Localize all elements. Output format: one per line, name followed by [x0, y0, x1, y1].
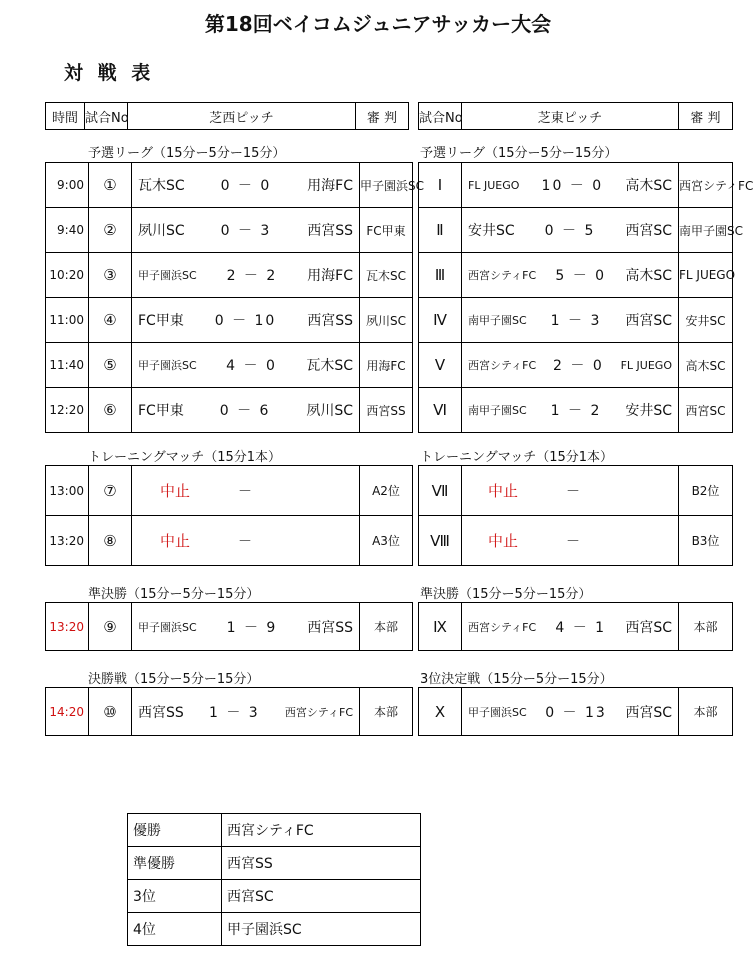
- home-team: 南甲子園SC: [468, 314, 527, 327]
- match-fixture: [132, 175, 359, 195]
- match-time: 9:00: [46, 163, 89, 208]
- match-cell: [462, 388, 679, 433]
- cancelled-status: 中止: [160, 532, 191, 550]
- referee-team: A3位: [360, 516, 413, 566]
- standing-row: [128, 913, 421, 946]
- standing-row: [128, 847, 421, 880]
- match-row: [46, 253, 413, 298]
- cancelled-status: 中止: [488, 532, 519, 550]
- match-cell: [462, 603, 679, 651]
- home-team: FC甲東: [138, 403, 184, 419]
- referee-team: FC甲東: [360, 208, 413, 253]
- referee-team: 本部: [679, 603, 733, 651]
- match-row: [419, 208, 733, 253]
- match-cell: [132, 388, 360, 433]
- referee-team: A2位: [360, 466, 413, 516]
- home-team: 夙川SC: [138, 223, 185, 239]
- match-row: [419, 298, 733, 343]
- page-title: 第18回ベイコムジュニアサッカー大会: [204, 12, 552, 36]
- referee-team: 高木SC: [679, 343, 733, 388]
- header-pitch-east: 芝東ピッチ: [462, 103, 679, 130]
- match-cell: [462, 163, 679, 208]
- score: 1 － 3: [550, 313, 602, 329]
- score: 1 － 2: [550, 403, 602, 419]
- header-referee: 審 判: [356, 103, 409, 130]
- match-number: ⑨: [89, 603, 132, 651]
- score: 0 － 5: [544, 223, 596, 239]
- home-team: 西宮シティFC: [468, 620, 537, 634]
- away-team: 西宮SC: [625, 223, 672, 239]
- match-time: 13:00: [46, 466, 89, 516]
- match-fixture: [462, 400, 678, 420]
- score: 1 － 9: [226, 619, 278, 636]
- header-left: [45, 102, 409, 130]
- standing-rank: 4位: [128, 913, 222, 946]
- semi-table-east: [418, 602, 733, 651]
- match-fixture: [132, 310, 359, 330]
- referee-team: 南甲子園SC: [679, 208, 733, 253]
- match-cell: [132, 208, 360, 253]
- match-row: [46, 208, 413, 253]
- match-number: ⑥: [89, 388, 132, 433]
- match-fixture: [132, 702, 359, 722]
- standing-row: [128, 880, 421, 913]
- home-team: 甲子園浜SC: [138, 359, 197, 372]
- away-team: 西宮SC: [625, 619, 672, 636]
- match-fixture: [132, 265, 359, 285]
- away-team: 夙川SC: [306, 403, 353, 419]
- section-semi-east: 準決勝（15分ー5分ー15分）: [420, 587, 592, 602]
- standing-team: 西宮シティFC: [222, 814, 421, 847]
- match-number: ⑦: [89, 466, 132, 516]
- training-row: [46, 516, 413, 566]
- training-row: [419, 516, 733, 566]
- referee-team: 本部: [679, 688, 733, 736]
- away-team: 瓦木SC: [306, 358, 353, 374]
- away-team: 西宮SS: [307, 619, 354, 636]
- home-team: 甲子園浜SC: [138, 269, 197, 282]
- final-table-west: [45, 687, 413, 736]
- match-time: 12:20: [46, 388, 89, 433]
- away-team: 安井SC: [625, 403, 672, 419]
- match-fixture: [132, 617, 359, 637]
- match-row: [419, 603, 733, 651]
- home-team: 西宮SS: [138, 704, 184, 721]
- dash: －: [238, 483, 253, 500]
- standing-team: 西宮SC: [222, 880, 421, 913]
- score: 2 － 2: [226, 268, 278, 284]
- section-training-east: トレーニングマッチ（15分1本）: [420, 450, 614, 465]
- match-row: [419, 163, 733, 208]
- score: 2 － 0: [553, 358, 604, 374]
- referee-team: 瓦木SC: [360, 253, 413, 298]
- standing-rank: 優勝: [128, 814, 222, 847]
- match-row: [419, 688, 733, 736]
- match-cell: [462, 516, 679, 566]
- away-team: 西宮シティFC: [284, 705, 354, 719]
- match-cell: [132, 688, 360, 736]
- match-number: ①: [89, 163, 132, 208]
- prelim-table-east: [418, 162, 754, 433]
- dash: －: [566, 483, 581, 500]
- training-table-east: [418, 465, 733, 566]
- match-number: Ⅶ: [419, 466, 462, 516]
- referee-team: 本部: [360, 688, 413, 736]
- final-standings-table: [127, 813, 421, 946]
- referee-team: 本部: [360, 603, 413, 651]
- match-row: [46, 603, 413, 651]
- section-prelim-west: 予選リーグ（15分ー5分ー15分）: [88, 146, 286, 161]
- match-fixture: [462, 265, 678, 285]
- home-team: 瓦木SC: [138, 178, 185, 194]
- match-cell: [132, 466, 360, 516]
- away-team: 高木SC: [625, 178, 672, 194]
- match-cell: [462, 466, 679, 516]
- referee-team: 夙川SC: [360, 298, 413, 343]
- match-cell: [462, 298, 679, 343]
- dash: －: [566, 533, 581, 550]
- dash: －: [238, 533, 253, 550]
- match-number: Ⅲ: [419, 253, 462, 298]
- score: 4 － 1: [555, 619, 607, 636]
- away-team: 西宮SC: [625, 313, 672, 329]
- home-team: 西宮シティFC: [468, 359, 537, 372]
- referee-team: B3位: [679, 516, 733, 566]
- match-row: [419, 253, 733, 298]
- cancelled-status: 中止: [488, 482, 519, 500]
- standing-row: [128, 814, 421, 847]
- score: 10 － 0: [541, 178, 604, 194]
- away-team: FL JUEGO: [620, 358, 672, 372]
- referee-team: 用海FC: [360, 343, 413, 388]
- match-row: [46, 343, 413, 388]
- match-fixture: [462, 617, 678, 637]
- match-fixture: [462, 310, 678, 330]
- away-team: 用海FC: [307, 178, 353, 194]
- standing-rank: 準優勝: [128, 847, 222, 880]
- home-team: FC甲東: [138, 313, 184, 329]
- match-cell: [462, 208, 679, 253]
- section-training-west: トレーニングマッチ（15分1本）: [88, 450, 282, 465]
- match-cell: [462, 343, 679, 388]
- header-referee: 審 判: [679, 103, 733, 130]
- match-fixture: [132, 480, 359, 501]
- match-fixture: [132, 220, 359, 240]
- match-cell: [132, 516, 360, 566]
- away-team: 用海FC: [307, 268, 353, 284]
- home-team: 南甲子園SC: [468, 404, 527, 417]
- match-row: [46, 388, 413, 433]
- referee-team: 西宮シティFC: [679, 163, 733, 208]
- match-row: [419, 388, 733, 433]
- score: 0 － 10: [214, 313, 277, 329]
- match-number: ②: [89, 208, 132, 253]
- home-team: 安井SC: [468, 223, 515, 239]
- standing-team: 甲子園浜SC: [222, 913, 421, 946]
- match-cell: [462, 688, 679, 736]
- match-cell: [462, 253, 679, 298]
- header-right: [418, 102, 733, 130]
- referee-team: 西宮SC: [679, 388, 733, 433]
- referee-team: B2位: [679, 466, 733, 516]
- score: 4 － 0: [226, 358, 277, 374]
- away-team: 西宮SC: [625, 704, 672, 721]
- match-fixture: [462, 702, 678, 722]
- match-number: ⑤: [89, 343, 132, 388]
- match-time: 11:40: [46, 343, 89, 388]
- away-team: 高木SC: [625, 268, 672, 284]
- home-team: 西宮シティFC: [468, 269, 537, 282]
- training-table-west: [45, 465, 413, 566]
- match-cell: [132, 163, 360, 208]
- match-time: 13:20: [46, 603, 89, 651]
- page-subtitle: 対 戦 表: [64, 62, 155, 84]
- third-place-table-east: [418, 687, 733, 736]
- match-fixture: [132, 400, 359, 420]
- match-cell: [132, 603, 360, 651]
- semi-table-west: [45, 602, 413, 651]
- match-fixture: [462, 480, 678, 501]
- score: 0 － 3: [220, 223, 272, 239]
- score: 0 － 6: [219, 403, 271, 419]
- score: 0 － 0: [220, 178, 272, 194]
- match-time: 11:00: [46, 298, 89, 343]
- match-fixture: [462, 220, 678, 240]
- home-team: 甲子園浜SC: [138, 620, 197, 634]
- standing-team: 西宮SS: [222, 847, 421, 880]
- referee-team: 安井SC: [679, 298, 733, 343]
- match-row: [46, 163, 413, 208]
- header-time: 時間: [46, 103, 85, 130]
- match-number: Ⅹ: [419, 688, 462, 736]
- match-row: [46, 298, 413, 343]
- away-team: 西宮SS: [307, 223, 354, 239]
- match-cell: [132, 253, 360, 298]
- header-match-no: 試合No: [419, 103, 462, 130]
- match-number: ④: [89, 298, 132, 343]
- training-row: [419, 466, 733, 516]
- match-number: Ⅸ: [419, 603, 462, 651]
- match-time: 14:20: [46, 688, 89, 736]
- match-number: ③: [89, 253, 132, 298]
- referee-team: 西宮SS: [360, 388, 413, 433]
- match-number: Ⅰ: [419, 163, 462, 208]
- match-fixture: [462, 530, 678, 551]
- prelim-table-west: [45, 162, 424, 433]
- header-pitch-west: 芝西ピッチ: [128, 103, 356, 130]
- match-time: 13:20: [46, 516, 89, 566]
- match-number: ⑩: [89, 688, 132, 736]
- match-cell: [132, 298, 360, 343]
- match-cell: [132, 343, 360, 388]
- standing-rank: 3位: [128, 880, 222, 913]
- score: 0 － 13: [545, 704, 607, 721]
- match-fixture: [462, 175, 678, 195]
- match-time: 9:40: [46, 208, 89, 253]
- match-fixture: [462, 355, 678, 375]
- score: 5 － 0: [555, 268, 607, 284]
- section-prelim-east: 予選リーグ（15分ー5分ー15分）: [420, 146, 618, 161]
- section-final-west: 決勝戦（15分ー5分ー15分）: [88, 672, 260, 687]
- match-fixture: [132, 355, 359, 375]
- section-semi-west: 準決勝（15分ー5分ー15分）: [88, 587, 260, 602]
- match-number: Ⅳ: [419, 298, 462, 343]
- header-match-no: 試合No: [85, 103, 128, 130]
- home-team: 甲子園浜SC: [468, 705, 527, 719]
- match-row: [46, 688, 413, 736]
- training-row: [46, 466, 413, 516]
- match-number: Ⅴ: [419, 343, 462, 388]
- home-team: FL JUEGO: [468, 178, 520, 192]
- match-number: Ⅱ: [419, 208, 462, 253]
- match-number: Ⅷ: [419, 516, 462, 566]
- section-third-east: 3位決定戦（15分ー5分ー15分）: [420, 672, 613, 687]
- score: 1 － 3: [208, 704, 260, 721]
- match-row: [419, 343, 733, 388]
- referee-team: FL JUEGO: [679, 253, 733, 298]
- match-number: Ⅵ: [419, 388, 462, 433]
- match-number: ⑧: [89, 516, 132, 566]
- away-team: 西宮SS: [307, 313, 354, 329]
- match-fixture: [132, 530, 359, 551]
- cancelled-status: 中止: [160, 482, 191, 500]
- match-time: 10:20: [46, 253, 89, 298]
- referee-team: 甲子園浜SC: [360, 163, 413, 208]
